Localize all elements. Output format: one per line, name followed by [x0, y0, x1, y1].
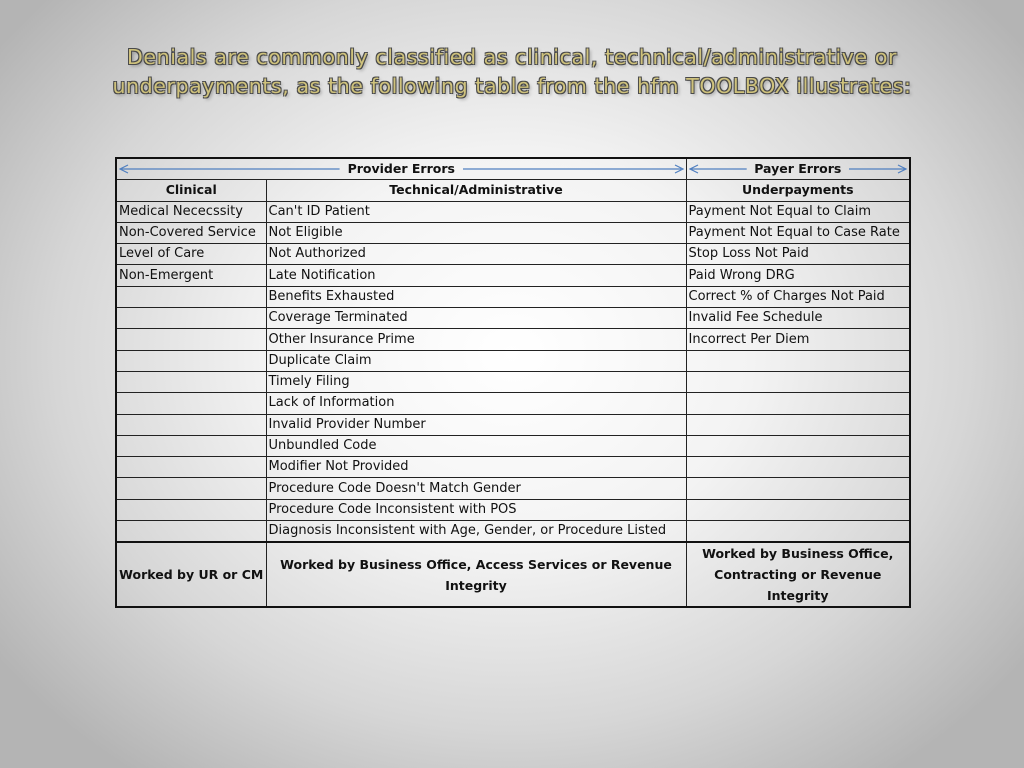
table-row [116, 244, 910, 265]
cell-underpayments: Incorrect Per Diem [686, 329, 910, 350]
cell-clinical: Medical Nececssity [116, 201, 266, 222]
group-header-row [116, 158, 910, 180]
cell-clinical [116, 286, 266, 307]
provider-errors-label: Provider Errors [347, 161, 455, 177]
cell-clinical [116, 393, 266, 414]
table-row [116, 222, 910, 243]
cell-clinical [116, 329, 266, 350]
cell-technical: Unbundled Code [266, 435, 686, 456]
right-arrow-icon [849, 164, 907, 174]
table-row [116, 350, 910, 371]
table-row [116, 435, 910, 456]
cell-clinical [116, 371, 266, 392]
cell-technical: Benefits Exhausted [266, 286, 686, 307]
cell-underpayments [686, 350, 910, 371]
footer-underpayments: Worked by Business Office, Contracting or Revenue Integrity [686, 542, 910, 607]
cell-technical: Not Authorized [266, 244, 686, 265]
table-row [116, 329, 910, 350]
footer-clinical: Worked by UR or CM [116, 542, 266, 607]
payer-errors-label: Payer Errors [754, 161, 842, 177]
column-header-clinical: Clinical [116, 180, 266, 201]
provider-errors-header [116, 158, 686, 180]
cell-clinical [116, 308, 266, 329]
cell-technical: Timely Filing [266, 371, 686, 392]
cell-clinical [116, 350, 266, 371]
cell-clinical [116, 435, 266, 456]
cell-underpayments: Stop Loss Not Paid [686, 244, 910, 265]
right-arrow-icon [463, 164, 684, 174]
cell-clinical [116, 414, 266, 435]
table-row [116, 457, 910, 478]
left-arrow-icon [119, 164, 340, 174]
table-row [116, 393, 910, 414]
slide-title-line-1: Denials are commonly classified as clinical, technical/administrative or [127, 45, 897, 69]
cell-underpayments: Payment Not Equal to Case Rate [686, 222, 910, 243]
table-row [116, 521, 910, 543]
cell-clinical [116, 457, 266, 478]
cell-clinical [116, 521, 266, 543]
cell-technical: Invalid Provider Number [266, 414, 686, 435]
table-row [116, 499, 910, 520]
column-header-underpayments: Underpayments [686, 180, 910, 201]
cell-underpayments: Invalid Fee Schedule [686, 308, 910, 329]
table-row [116, 414, 910, 435]
cell-underpayments [686, 521, 910, 543]
cell-underpayments [686, 457, 910, 478]
cell-clinical: Non-Covered Service [116, 222, 266, 243]
cell-technical: Lack of Information [266, 393, 686, 414]
cell-clinical: Non-Emergent [116, 265, 266, 286]
cell-underpayments: Correct % of Charges Not Paid [686, 286, 910, 307]
table-row [116, 308, 910, 329]
cell-technical: Procedure Code Doesn't Match Gender [266, 478, 686, 499]
cell-underpayments [686, 499, 910, 520]
left-arrow-icon [689, 164, 747, 174]
table-row [116, 371, 910, 392]
cell-technical: Can't ID Patient [266, 201, 686, 222]
slide-title [40, 43, 984, 101]
cell-technical: Procedure Code Inconsistent with POS [266, 499, 686, 520]
table-row [116, 478, 910, 499]
cell-underpayments [686, 414, 910, 435]
cell-technical: Coverage Terminated [266, 308, 686, 329]
table-row [116, 286, 910, 307]
column-header-row [116, 180, 910, 201]
cell-clinical: Level of Care [116, 244, 266, 265]
footer-technical: Worked by Business Office, Access Services or Revenue Integrity [266, 542, 686, 607]
cell-underpayments [686, 371, 910, 392]
table-row [116, 265, 910, 286]
cell-technical: Modifier Not Provided [266, 457, 686, 478]
cell-underpayments [686, 435, 910, 456]
column-header-technical: Technical/Administrative [266, 180, 686, 201]
cell-technical: Not Eligible [266, 222, 686, 243]
footer-row [116, 542, 910, 607]
payer-errors-header [686, 158, 910, 180]
cell-clinical [116, 478, 266, 499]
cell-technical: Diagnosis Inconsistent with Age, Gender, or Procedure Listed [266, 521, 686, 543]
denials-classification-table [115, 157, 911, 608]
slide-title-line-2: underpayments, as the following table from the hfm TOOLBOX illustrates: [112, 74, 912, 98]
table-row [116, 201, 910, 222]
cell-underpayments: Payment Not Equal to Claim [686, 201, 910, 222]
cell-underpayments [686, 393, 910, 414]
cell-technical: Late Notification [266, 265, 686, 286]
cell-underpayments: Paid Wrong DRG [686, 265, 910, 286]
cell-clinical [116, 499, 266, 520]
cell-technical: Other Insurance Prime [266, 329, 686, 350]
cell-technical: Duplicate Claim [266, 350, 686, 371]
cell-underpayments [686, 478, 910, 499]
